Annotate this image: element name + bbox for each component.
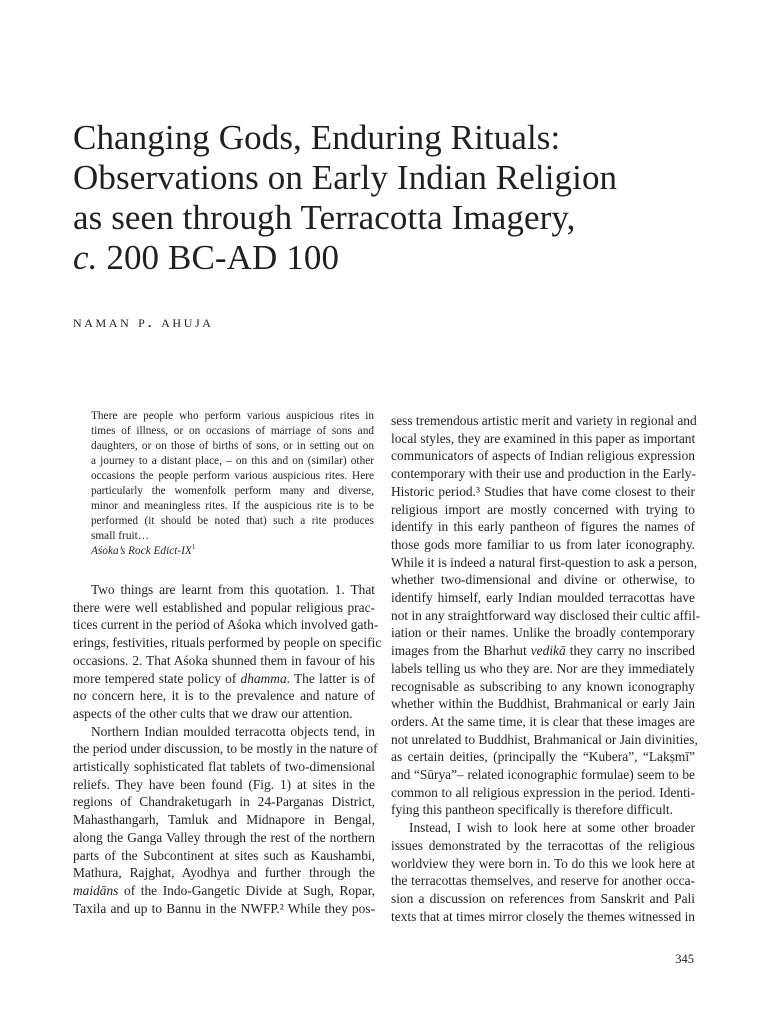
epigraph-line: a journey to a distant place, – on this and on (similar) other	[91, 455, 374, 468]
body-line-dhamma: more tempered state policy of dhamma. The latter is of	[73, 670, 375, 686]
epigraph-line: particularly the womenfolk perform many and diverse,	[91, 485, 374, 498]
epigraph-line: minor and meaningless rites. If the auspicious rite is to be	[91, 500, 374, 513]
epigraph-line: performed (it should be noted that) such a rite produces	[91, 515, 374, 528]
epigraph-line: There are people who perform various auspicious rites in	[91, 410, 374, 422]
body-line: identify himself, early Indian moulded terracottas have	[391, 590, 695, 606]
body-line: issues demonstrated by the terracottas of the religious	[391, 837, 695, 853]
body-line: Northern Indian moulded terracotta objects tend, in	[91, 723, 375, 739]
title-line-4	[73, 238, 713, 278]
body-line: tices current in the period of Aśoka which involved gath-	[73, 617, 379, 633]
body-line: artistically sophisticated flat tablets of two-dimensional	[73, 759, 375, 775]
body-line: local styles, they are examined in this paper as important	[391, 430, 696, 446]
epigraph-source-title: Aśoka’s Rock Edict-IX	[91, 545, 192, 558]
title-line-1: Changing Gods, Enduring Rituals:	[73, 118, 561, 157]
body-line: occasions. 2. That Aśoka shunned them in favour of his	[73, 652, 375, 668]
left-text-column	[73, 581, 382, 917]
body-line: as certain deities, (principally the “Kubera”, “Lakṣmī”	[391, 749, 695, 765]
body-line: iation or their names. Unlike the broadly contemporary	[391, 625, 695, 641]
body-line: contemporary with their use and production in the Early-	[391, 466, 696, 482]
body-line: and “Sūrya”– related iconographic formulae) seem to be	[391, 767, 695, 783]
body-line-maidans: maidāns of the Indo-Gangetic Divide at Sugh, Ropar,	[73, 882, 375, 898]
epigraph-text	[91, 409, 374, 544]
body-line: sion a discussion on references from Sanskrit and Pali	[391, 890, 695, 906]
epigraph-line: small fruit…	[91, 530, 150, 543]
title-date-range: 200 BC-AD 100	[97, 238, 340, 277]
body-line-vedika: images from the Bharhut vedikā they carry no inscribed	[391, 643, 695, 659]
body-line: Two things are learnt from this quotation. 1. That	[91, 582, 375, 597]
body-line: erings, festivities, rituals performed by people on specific	[73, 635, 382, 651]
epigraph-quotation	[91, 409, 374, 559]
epigraph-line: times of illness, or on occasions of marriage of sons and	[91, 425, 374, 438]
author-name: naman p. ahuja	[73, 312, 214, 331]
body-line: aspects of the other cults that we draw our attention.	[73, 705, 353, 721]
body-line: along the Ganga Valley through the rest of the northern	[73, 829, 375, 845]
body-line: identify in this early pantheon of figures the names of	[391, 519, 695, 535]
body-line: regions of Chandraketugarh in 24-Parganas District,	[73, 794, 375, 810]
body-line: sess tremendous artistic merit and variety in regional and	[391, 413, 697, 428]
body-line: Mahasthangarh, Tamluk and Midnapore in Bengal,	[73, 812, 375, 828]
body-line: reliefs. They have been found (Fig. 1) at sites in the	[73, 776, 375, 792]
right-text-column	[391, 412, 701, 925]
body-line: whether two-dimensional and divine or otherwise, to	[391, 572, 695, 588]
body-line: orders. At the same time, it is clear that these images are	[391, 713, 695, 729]
body-line: common to all religious expression in the period. Identi-	[391, 784, 695, 800]
body-line: no concern here, it is to the prevalence and nature of	[73, 688, 375, 704]
title-circa: c.	[73, 238, 98, 277]
body-line: fying this pantheon specifically is therefore difficult.	[391, 802, 673, 818]
epigraph-source	[91, 544, 374, 559]
body-line: Mathura, Rajghat, Ayodhya and further through the	[73, 865, 375, 881]
title-line-3: as seen through Terracotta Imagery,	[73, 198, 576, 237]
body-line: Instead, I wish to look here at some other broader	[409, 820, 695, 836]
body-line: Historic period.³ Studies that have come closest to their	[391, 483, 695, 499]
body-line: the terracottas themselves, and reserve for another occa-	[391, 873, 695, 889]
body-line: Taxila and up to Bannu in the NWFP.² While they pos-	[73, 900, 375, 916]
body-line: there were well established and popular religious prac-	[73, 599, 375, 615]
body-line: whether within the Buddhist, Brahmanical or early Jain	[391, 696, 695, 712]
epigraph-line: occasions the people perform various auspicious rites. Here	[91, 470, 374, 483]
body-line: not in any straightforward way disclosed their cultic affil-	[391, 607, 701, 623]
footnote-ref: 1	[191, 543, 196, 552]
body-line: the period under discussion, to be mostly in the nature of	[73, 741, 378, 757]
body-line: communicators of aspects of Indian religious expression	[391, 448, 695, 464]
body-line: religious import are mostly concerned with trying to	[391, 501, 695, 517]
body-line: those gods more familiar to us from later iconography.	[391, 536, 695, 552]
title-line-2: Observations on Early Indian Religion	[73, 158, 618, 197]
body-line: not unrelated to Buddhist, Brahmanical or Jain divinities,	[391, 731, 698, 747]
body-line: parts of the Subcontinent at sites such as Kaushambi,	[73, 847, 375, 863]
body-line: labels telling us who they are. Nor are they immediately	[391, 660, 695, 676]
page-number: 345	[675, 952, 694, 966]
body-line: recognisable as subscribing to any known iconography	[391, 678, 695, 694]
epigraph-line: daughters, or on those of births of sons, or in setting out on	[91, 440, 374, 453]
body-line: While it is indeed a natural first-question to ask a person,	[391, 554, 698, 570]
body-line: texts that at times mirror closely the themes witnessed in	[391, 908, 695, 924]
article-title	[73, 118, 713, 278]
body-line: worldview they were born in. To do this we look here at	[391, 855, 695, 871]
